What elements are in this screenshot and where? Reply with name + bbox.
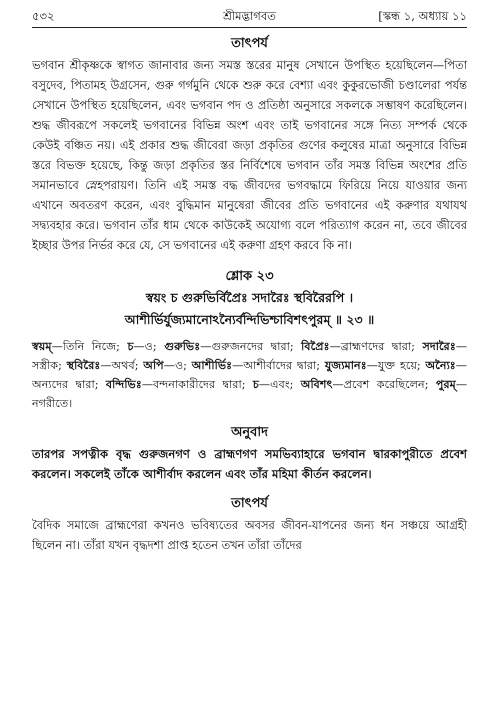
synonym-meaning: —তিনি নিজে; (51, 340, 128, 353)
header-rule (32, 27, 467, 28)
synonym-meaning: —নগরীতে। (32, 378, 468, 410)
synonym-meaning: —বন্দনাকারীদের দ্বারা; (141, 378, 253, 391)
synonym-meaning: —প্রবেশ করেছিলেন; (332, 378, 436, 391)
verse-line-1: স্বয়ং চ গুরুভির্বিপ্রৈঃ সদারৈঃ স্থবিরৈরপি । (145, 290, 354, 305)
synonym-meaning: —যুক্ত হয়ে; (366, 359, 426, 372)
book-title: শ্রীমদ্ভাগবত (223, 9, 276, 23)
translation-text: তারপর সপত্নীক বৃদ্ধ গুরুজনগণ ও ব্রাহ্মণগণ সমভিব্যাহারে ভগবান দ্বারকাপুরীতে প্রবেশ করলেন। সকলেই তাঁকে আশীর্বাদ করলেন এবং তাঁর মহিমা কীর্তন করলেন। (32, 447, 467, 481)
synonym-word: পুরম্ (435, 377, 456, 391)
synonym-meaning: —ও; (163, 359, 192, 372)
verse-line-2: আশীর্ভির্যুজ্যমানোঽন্যৈর্বন্দিভিশ্চাবিশৎপুরম্ ॥ ২৩ ॥ (124, 312, 375, 327)
purport-heading: তাৎপর্য (231, 36, 268, 51)
synonym-meaning: —এবং; (258, 378, 301, 391)
synonym-word: অন্যৈঃ (425, 358, 456, 372)
synonym-meaning: —গুরুজনদের দ্বারা; (200, 340, 302, 353)
canto-chapter: [স্কন্ধ ১, অধ্যায় ১১ (378, 9, 467, 23)
synonym-meaning: —অথর্ব; (100, 359, 144, 372)
synonym-word: চ (252, 377, 259, 391)
synonym-word: অবিশৎ (300, 377, 333, 391)
synonym-word: গুরুভিঃ (164, 339, 201, 353)
page-content (32, 32, 467, 555)
synonym-word: যুজ্যমানঃ (324, 358, 367, 372)
synonym-meaning: —অন্যদের দ্বারা; (32, 359, 467, 391)
page-number: ৫৩২ (32, 9, 55, 23)
synonym-word: চ (127, 339, 134, 353)
running-header (32, 6, 467, 26)
synonym-meaning: —সস্ত্রীক; (32, 340, 467, 372)
synonym-word: বন্দিভিঃ (105, 377, 142, 391)
synonym-meaning: —ব্রাহ্মণদের দ্বারা; (329, 340, 423, 353)
synonym-word: স্থবিরৈঃ (66, 358, 101, 372)
verse-number: শ্লোক ২৩ (225, 269, 274, 284)
synonyms (32, 337, 467, 413)
purport-text: ভগবান শ্রীকৃষ্ণকে স্বাগত জানাবার জন্য সমস্ত স্তরের মানুষ সেখানে উপস্থিত হয়েছিলেন—পিতা বসুদেব, পিতামহ উগ্রসেন, গুরু গর্গমুনি থেকে শুরু করে বেশ্যা এবং কুকুরভোজী চণ্ডালেরা পর্যন্ত সেখানে উপস্থিত হয়েছিলেন, এবং ভগবান পদ ও প্রতিষ্ঠা অনুসারে সকলকে সম্ভাষণ করেছিলেন। শুদ্ধ জীবরূপে সকলেই ভগবানের বিভিন্ন অংশ এবং তাই ভগবানের সঙ্গে নিত্য সম্পর্ক থেকে কেউই বঞ্চিত নয়। এই প্রকার শুদ্ধ জীবেরা জড়া প্রকৃতির গুণের কলুষের মাত্রা অনুসারে বিভিন্ন স্তরে বিভক্ত হয়েছে, কিন্তু জড়া প্রকৃতির স্তর নির্বিশেষে ভগবান তাঁর সমস্ত বিভিন্ন অংশের প্রতি সমানভাবে স্নেহপরায়ণ। তিনি এই সমস্ত বদ্ধ জীবদের ভগবদ্ধামে ফিরিয়ে নিয়ে যাওয়ার জন্য এখানে অবতরণ করেন, এবং বুদ্ধিমান মানুষেরা জীবের প্রতি ভগবানের এই করুণার যথাযথ সদ্ব্যবহার করে। ভগবান তাঁর ধাম থেকে কাউকেই অযোগ্য বলে পরিত্যাগ করেন না, তবে জীবের ইচ্ছার উপর নির্ভর করে যে, সে ভগবানের এই করুণা গ্রহণ করবে কি না। (32, 58, 467, 252)
synonym-meaning: —ও; (133, 340, 165, 353)
translation-heading: অনুবাদ (231, 425, 268, 440)
purport-text-2: বৈদিক সমাজে ব্রাহ্মণেরা কখনও ভবিষ্যতের অবসর জীবন-যাপনের জন্য ধন সঞ্চয়ে আগ্রহী ছিলেন না। তাঁরা যখন বৃদ্ধদশা প্রাপ্ত হতেন তখন তাঁরা তাঁদের (32, 518, 467, 552)
synonym-word: স্বয়ম্ (32, 339, 52, 353)
purport-heading-2: তাৎপর্য (231, 496, 268, 511)
synonym-word: আশীর্ভিঃ (191, 358, 233, 372)
synonym-word: সদারৈঃ (422, 339, 456, 353)
synonym-word: অপি (143, 358, 164, 372)
synonym-word: বিপ্রৈঃ (301, 339, 330, 353)
synonym-meaning: —আশীর্বাদের দ্বারা; (232, 359, 325, 372)
